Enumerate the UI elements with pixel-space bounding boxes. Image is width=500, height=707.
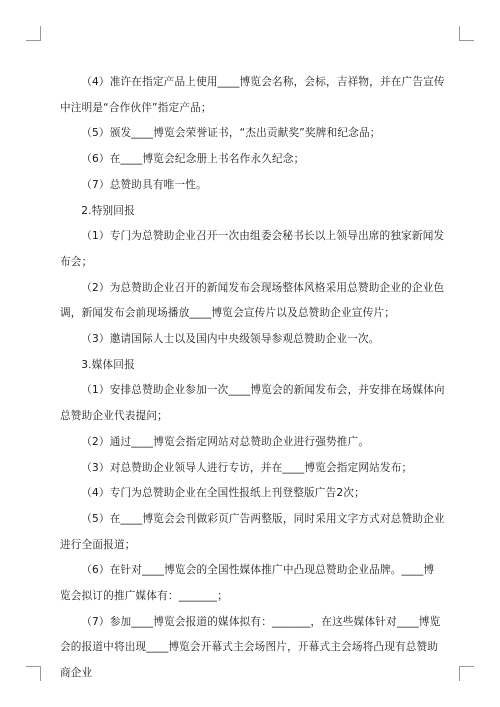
paragraph-media-2: （2）通过____博览会指定网站对总赞助企业进行强势推广。 [81,435,370,448]
crop-mark-bottom-left [26,666,41,681]
document-page [60,70,445,687]
paragraph-item-6: （6）在____博览会纪念册上书名作永久纪念； [81,153,305,166]
paragraph-media-1: （1）安排总赞助企业参加一次____博览会的新闻发布会，并安排在场媒体向总赞助企业代表提问； [60,384,445,423]
crop-mark-top-left [26,26,41,41]
paragraph-item-4: （4）准许在指定产品上使用____博览会名称，会标，吉祥物，并在广告宣传中注明是“合作伙伴”指定产品； [60,76,445,114]
crop-mark-bottom-right [459,666,474,681]
section-heading-special-returns: 2.特别回报 [81,204,135,217]
paragraph-media-7: （7）参加____博览会报道的媒体拟有：_______，在这些媒体针对____博览会的报道中将出现____博览会开幕式主会场图片，开幕式主会场将凸现有总赞助商企业 [60,615,441,680]
paragraph-item-5: （5）颁发____博览会荣誉证书，“杰出贡献奖”奖牌和纪念品； [81,127,381,140]
paragraph-media-4: （4）专门为总赞助企业在全国性报纸上刊登整版广告2次； [81,487,365,500]
crop-mark-top-right [459,26,474,41]
paragraph-item-7: （7）总赞助具有唯一性。 [81,178,207,191]
paragraph-media-6: （6）在针对____博览会的全国性媒体推广中凸现总赞助企业品牌。____博览会拟订的推广媒体有：_______； [60,564,435,603]
paragraph-special-2: （2）为总赞助企业召开的新闻发布会现场整体风格采用总赞助企业的企业色调，新闻发布会前现场播放____博览会宣传片以及总赞助企业宣传片； [60,281,445,320]
paragraph-media-5: （5）在____博览会会刊做彩页广告两整版，同时采用文字方式对总赞助企业进行全面报道； [60,512,445,551]
paragraph-media-3: （3）对总赞助企业领导人进行专访，并在____博览会指定网站发布； [81,461,413,474]
paragraph-special-3: （3）邀请国际人士以及国内中央级领导参观总赞助企业一次。 [81,333,380,346]
section-heading-media-returns: 3.媒体回报 [81,358,135,371]
paragraph-special-1: （1）专门为总赞助企业召开一次由组委会秘书长以上领导出席的独家新闻发布会； [60,230,445,268]
